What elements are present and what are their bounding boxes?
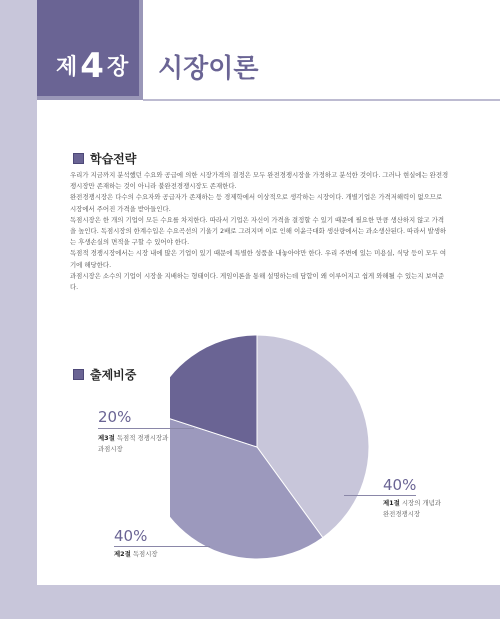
section-heading-weight [73, 366, 136, 383]
strategy-body [70, 170, 450, 293]
caption-name: 독점시장 [132, 550, 158, 558]
paragraph: 우리가 지금까지 분석했던 수요와 공급에 의한 시장가격의 결정은 모두 완전경쟁시장을 가정하고 분석한 것이다. 그러나 현실에는 완전경쟁시장만 존재하는 것이 아니라 불완전경쟁시장도 존재한다. [70, 171, 449, 191]
header-rule [143, 99, 500, 101]
paragraph: 과점시장은 소수의 기업이 시장을 지배하는 형태이다. 게임이론을 통해 설명하는데 담합이 왜 이루어지고 쉽게 와해될 수 있는지 보여준다. [70, 271, 445, 292]
paragraph: 독점시장은 한 개의 기업이 모든 수요를 차지한다. 따라서 기업은 자신이 가격을 결정할 수 있기 때문에 필요한 만큼 생산하지 않고 가격을 높인다. 독점시장의 한계수입은 수요곡선의 기울기 2배로 그려지며 이로 인해 이윤극대화 생산량에서는 과소생산된다. 따라서 발생하는 후생손실의 면적을 구할 수 있어야 한다. [70, 215, 447, 247]
caption-chapter: 제3절 [98, 434, 115, 442]
caption-name: 시장의 개념과 [401, 499, 441, 507]
chapter-title: 시장이론 [158, 54, 259, 84]
paragraph: 독점적 경쟁시장에서는 시장 내에 많은 기업이 있기 때문에 특별한 성품을 내놓아야만 한다. 우리 주변에 있는 미용실, 식당 등이 모두 여기에 해당한다. [70, 249, 447, 269]
chapter-number: 4 [80, 46, 104, 86]
chapter-word-pre: 제 [56, 55, 78, 80]
caption-chapter: 제2절 [114, 550, 131, 558]
caption-name2: 과점시장 [98, 445, 123, 453]
caption-name: 독점적 경쟁시장과 [116, 434, 169, 442]
caption-name2: 완전경쟁시장 [383, 510, 421, 518]
slice-caption-1 [383, 498, 441, 520]
leader-line [98, 428, 194, 429]
square-bullet-icon [73, 369, 84, 380]
square-bullet-icon [73, 153, 84, 164]
paragraph: 완전경쟁시장은 다수의 수요자와 공급자가 존재하는 등 경제학에서 이상적으로 생각하는 시장이다. 개별기업은 가격저해력이 없으므로 시장에서 주어진 가격을 받아들인다. [70, 193, 443, 213]
chapter-word-post: 장 [106, 55, 129, 80]
leader-line [344, 495, 416, 496]
leader-line [114, 546, 210, 547]
caption-chapter: 제1절 [383, 499, 400, 507]
weight-pie-chart [170, 330, 370, 570]
slice-percent-1: 40% [383, 476, 417, 494]
section-heading-strategy [73, 150, 136, 167]
section-heading-label: 학습전략 [90, 152, 137, 166]
chapter-label [56, 46, 128, 86]
slice-caption-2 [114, 549, 158, 560]
slice-percent-3: 20% [98, 408, 132, 426]
slice-percent-2: 40% [114, 527, 148, 545]
section-heading-label: 출제비중 [90, 368, 137, 382]
slice-caption-3 [98, 433, 168, 455]
